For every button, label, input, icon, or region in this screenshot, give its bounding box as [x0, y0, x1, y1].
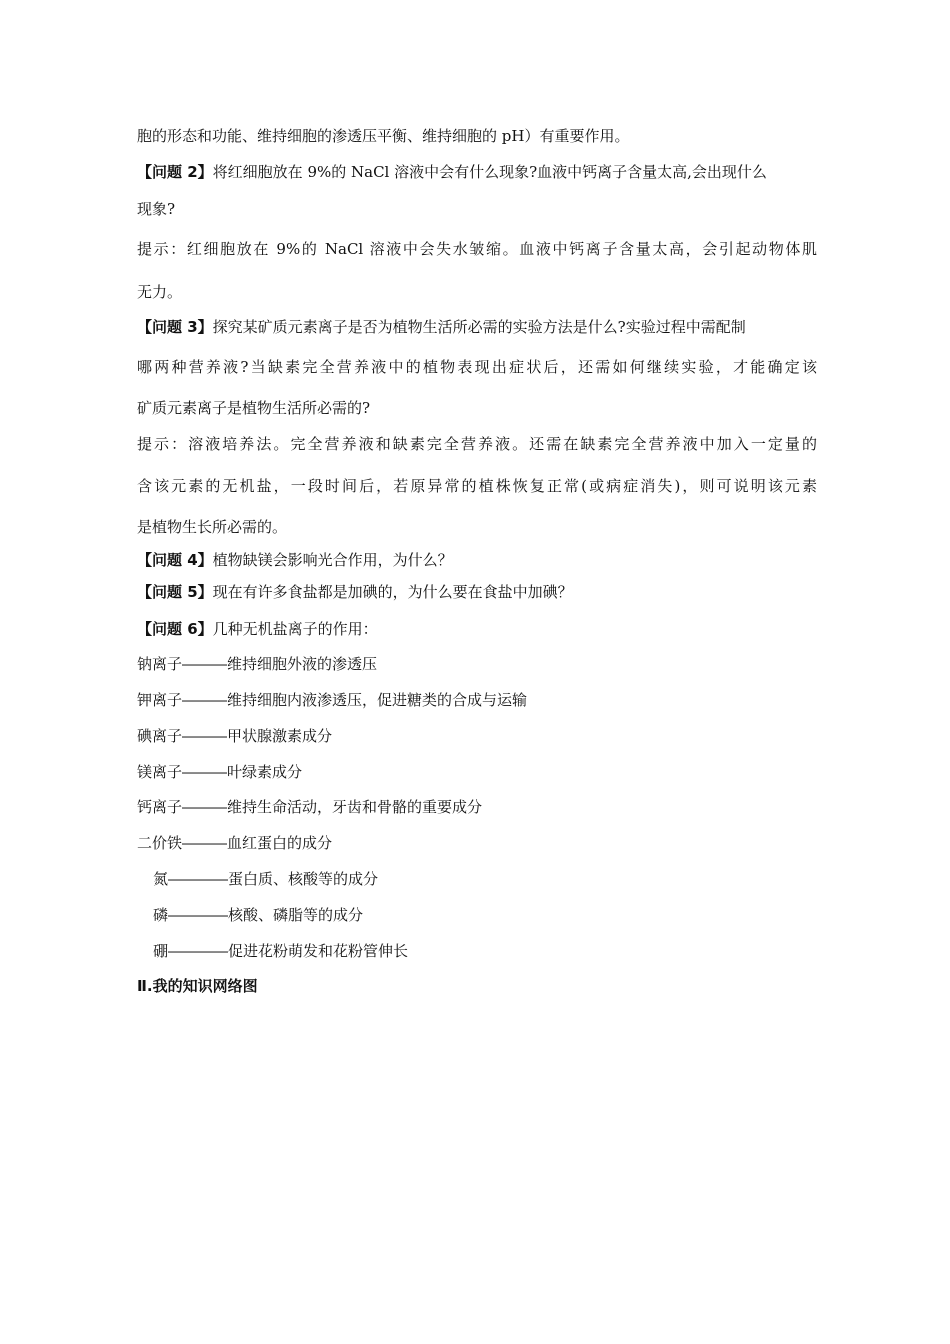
question-3-hint-line-1: 提示：溶液培养法。完全营养液和缺素完全营养液。还需在缺素完全营养液中加入一定量的 [137, 435, 817, 453]
question-5-text: 现在有许多食盐都是加碘的，为什么要在食盐中加碘？ [212, 583, 573, 601]
question-6 [137, 619, 817, 639]
question-2-text-cont: 现象? [137, 200, 176, 218]
question-6-text: 几种无机盐离子的作用： [212, 620, 378, 638]
question-4-label: 【问题 4】 [137, 551, 213, 569]
ion-item-calcium: 钙离子―――维持生命活动，牙齿和骨骼的重要成分 [137, 798, 483, 816]
question-3-text-line-3: 矿质元素离子是植物生活所必需的? [137, 399, 371, 417]
question-4 [137, 550, 817, 570]
question-3-hint-line-3: 是植物生长所必需的。 [137, 518, 288, 536]
question-2-text-line-2 [137, 199, 817, 219]
question-2-text: 将红细胞放在 9%的 NaCl 溶液中会有什么现象?血液中钙离子含量太高,会出现什么 [212, 163, 767, 181]
paragraph-text: 胞的形态和功能、维持细胞的渗透压平衡、维持细胞的 pH）有重要作用。 [137, 127, 630, 145]
question-2 [137, 162, 817, 182]
ion-item-potassium: 钾离子―――维持细胞内液渗透压，促进糖类的合成与运输 [137, 691, 528, 709]
ion-item-boron: 硼――――促进花粉萌发和花粉管伸长 [153, 942, 409, 960]
question-2-hint-line-1: 提示：红细胞放在 9%的 NaCl 溶液中会失水皱缩。血液中钙离子含量太高，会引起动物体肌 [137, 240, 817, 258]
ion-item-phosphorus: 磷――――核酸、磷脂等的成分 [153, 906, 364, 924]
question-3-text: 探究某矿质元素离子是否为植物生活所必需的实验方法是什么?实验过程中需配制 [212, 318, 746, 336]
ion-item-sodium: 钠离子―――维持细胞外液的渗透压 [137, 655, 378, 673]
question-4-text: 植物缺镁会影响光合作用，为什么？ [212, 551, 453, 569]
question-5 [137, 582, 817, 602]
paragraph-continuation [137, 126, 817, 146]
question-3-hint-line-2: 含该元素的无机盐，一段时间后，若原异常的植株恢复正常(或病症消失)，则可说明该元素 [137, 477, 817, 495]
section-2-title: Ⅱ.我的知识网络图 [137, 977, 258, 995]
ion-item-magnesium: 镁离子―――叶绿素成分 [137, 763, 303, 781]
ion-item-ferrous-iron: 二价铁―――血红蛋白的成分 [137, 834, 333, 852]
question-3-label: 【问题 3】 [137, 318, 213, 336]
question-2-hint-line-2: 无力。 [137, 283, 183, 301]
ion-item-nitrogen: 氮――――蛋白质、核酸等的成分 [153, 870, 379, 888]
question-2-label: 【问题 2】 [137, 163, 213, 181]
ion-item-iodine: 碘离子―――甲状腺激素成分 [137, 727, 333, 745]
question-3 [137, 317, 817, 337]
question-6-label: 【问题 6】 [137, 620, 213, 638]
question-5-label: 【问题 5】 [137, 583, 213, 601]
question-3-text-line-2: 哪两种营养液?当缺素完全营养液中的植物表现出症状后，还需如何继续实验，才能确定该 [137, 358, 817, 376]
